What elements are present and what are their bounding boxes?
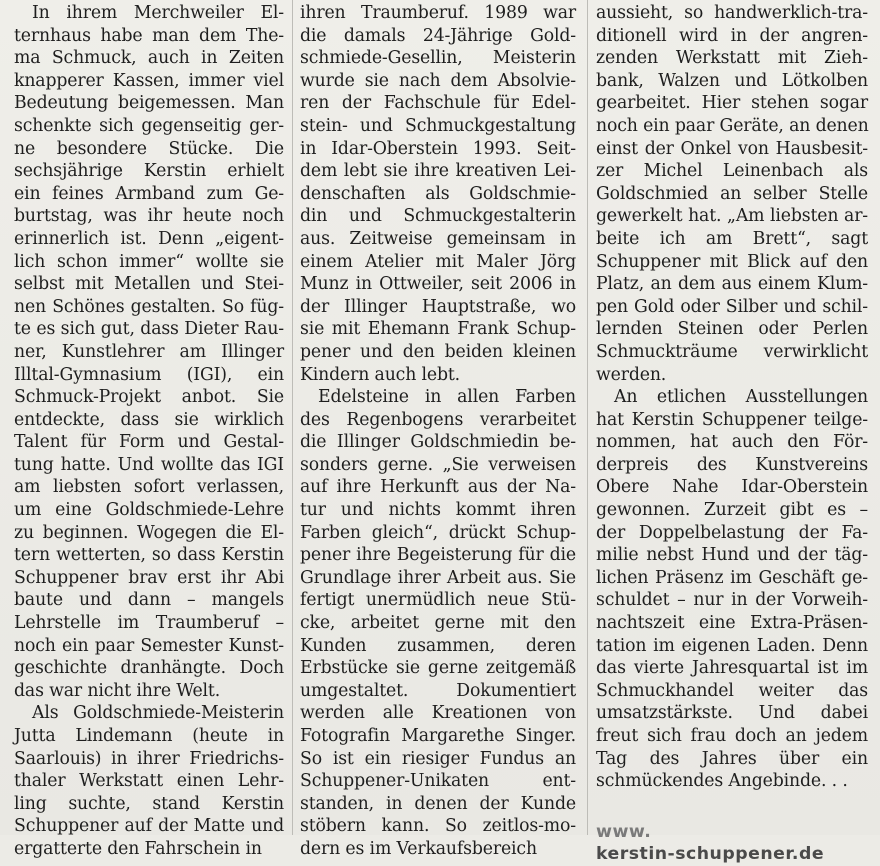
text-line: Kindern auch lebt. <box>300 364 461 385</box>
text-line: selbst mit Metallen und Stei- <box>14 274 284 295</box>
article-column-1 <box>14 2 284 861</box>
text-line: die damals 24-Jährige Gold- <box>300 25 576 46</box>
text-line: gewonnen. Zurzeit gibt es – <box>596 500 868 521</box>
text-line: sonders gerne. „Sie verweisen <box>300 454 576 475</box>
text-line: thaler Werkstatt einen Lehr- <box>14 771 284 792</box>
text-line: tation im eigenen Laden. Denn <box>596 635 868 656</box>
text-line: knapperer Kassen, immer viel <box>14 70 284 91</box>
text-line: erinnerlich ist. Denn „eigent- <box>14 228 284 249</box>
text-line: lernden Steinen oder Perlen <box>596 319 868 340</box>
text-line: Als Goldschmiede-Meisterin <box>32 703 284 724</box>
text-line: zer Michel Leinenbach als <box>596 161 868 182</box>
text-line: wurde sie nach dem Absolvie- <box>300 70 576 91</box>
text-line: Platz, an dem aus einem Klum- <box>596 274 868 295</box>
text-line: ling suchte, stand Kerstin <box>14 793 284 814</box>
text-line: Obere Nahe Idar-Oberstein <box>596 477 868 498</box>
text-line: Tag des Jahres über ein <box>596 748 868 769</box>
text-line: Fotografin Margarethe Singer. <box>300 726 576 746</box>
text-line: Jutta Lindemann (heute in <box>14 726 284 746</box>
text-line: Bedeutung beigemessen. Man <box>14 93 284 114</box>
text-line: schuldet – nur in der Vorweih- <box>596 590 868 611</box>
text-line: Illtal-Gymnasium (IGI), ein <box>14 364 284 385</box>
text-line: Grundlage ihrer Arbeit aus. Sie <box>300 567 576 588</box>
text-line: Schuppener-Unikaten ent- <box>300 771 576 792</box>
text-line: stöbern kann. So zeitlos-mo- <box>300 816 576 837</box>
text-line: pener und den beiden kleinen <box>300 341 576 362</box>
text-line: einst der Onkel von Hausbesit- <box>596 138 868 159</box>
text-line: Goldschmied an selber Stelle <box>596 183 868 204</box>
text-line: ma Schmuck, auch in Zeiten <box>14 48 284 69</box>
text-line: umsatzstärkste. Und dabei <box>596 703 868 724</box>
text-line: ternhaus habe man dem The- <box>14 25 284 46</box>
text-line: in Idar-Oberstein 1993. Seit- <box>300 138 576 159</box>
text-line: der Illinger Hauptstraße, wo <box>300 296 576 317</box>
text-line: bank, Walzen und Lötkolben <box>596 70 868 91</box>
text-line: Schmuckträume verwirklicht <box>596 341 868 362</box>
text-line: Lehrstelle im Traumberuf – <box>14 613 284 634</box>
text-line: ren der Fachschule für Edel- <box>300 93 576 114</box>
text-line: des Regenbogens verarbeitet <box>300 409 576 430</box>
text-line: auf ihre Herkunft aus der Na- <box>300 477 576 498</box>
article-column-2 <box>300 2 576 861</box>
text-line: ditionell wird in der angren- <box>596 25 868 46</box>
text-line: standen, in denen der Kunde <box>300 793 576 814</box>
text-line: geschichte dranhängte. Doch <box>14 658 284 679</box>
text-line: fertigt unermüdlich neue Stü- <box>300 590 576 611</box>
article-column-3 <box>596 2 868 866</box>
text-line: denschaften als Goldschmie- <box>300 183 576 204</box>
text-line: burtstag, was ihr heute noch <box>14 206 284 227</box>
text-line: Kunden zusammen, deren <box>300 635 576 656</box>
text-line: Edelsteine in allen Farben <box>318 387 576 408</box>
website-link[interactable]: kerstin-schuppener.de <box>596 844 825 865</box>
text-line: Farben gleich“, drückt Schup- <box>300 522 576 543</box>
text-line: tern wetterten, so dass Kerstin <box>14 545 284 566</box>
text-line: aus. Zeitweise gemeinsam in <box>300 228 576 249</box>
text-line: hat Kerstin Schuppener teilge- <box>596 409 868 430</box>
text-line: ihren Traumberuf. 1989 war <box>300 3 576 23</box>
text-line: Munz in Ottweiler, seit 2006 in <box>300 274 576 295</box>
text-line: tur und nichts kommt ihren <box>300 500 576 521</box>
text-line: Schuppener mit Blick auf den <box>596 251 868 272</box>
text-line: noch ein paar Semester Kunst- <box>14 635 284 656</box>
text-line: sie mit Ehemann Frank Schup- <box>300 319 576 340</box>
text-line: noch ein paar Geräte, an denen <box>596 115 869 136</box>
text-line: Schuppener auf der Matte und <box>14 816 284 837</box>
text-line: milie nebst Hund und der täg- <box>596 545 868 566</box>
column-divider <box>587 0 588 835</box>
text-line: So ist ein riesiger Fundus an <box>300 748 576 769</box>
text-line: An etlichen Ausstellungen <box>614 387 868 408</box>
text-line: werden. <box>596 364 667 385</box>
text-line: Erbstücke sie gerne zeitgemäß <box>300 658 576 679</box>
text-line: In ihrem Merchweiler El- <box>32 3 284 23</box>
text-line: din und Schmuckgestalterin <box>300 206 576 227</box>
text-line: zenden Werkstatt mit Zieh- <box>596 48 868 69</box>
text-line: beite ich am Brett“, sagt <box>596 228 868 249</box>
text-line: stein- und Schmuckgestaltung <box>300 115 576 136</box>
text-line: gewerkelt hat. „Am liebsten ar- <box>596 206 868 227</box>
text-line: der Doppelbelastung der Fa- <box>596 522 868 543</box>
text-line: umgestaltet. Dokumentiert <box>300 680 576 701</box>
text-line: schmiede-Gesellin, Meisterin <box>300 48 576 69</box>
text-line: tung hatte. Und wollte das IGI <box>14 454 284 475</box>
text-line: das war nicht ihre Welt. <box>14 680 221 701</box>
text-line: Saarlouis) in ihrer Friedrichs- <box>14 748 284 769</box>
text-line: gearbeitet. Hier stehen sogar <box>596 93 868 114</box>
text-line: derpreis des Kunstvereins <box>596 454 868 475</box>
text-line: entdeckte, dass sie wirklich <box>14 409 284 430</box>
text-line: Schmuckhandel weiter das <box>596 680 868 701</box>
text-line: dem lebt sie ihre kreativen Lei- <box>300 161 576 182</box>
text-line: zu beginnen. Wogegen die El- <box>14 522 284 543</box>
text-line: ne besondere Stücke. Die <box>14 138 284 159</box>
text-line: schenkte sich gegenseitig ger- <box>14 115 284 136</box>
text-line: werden alle Kreationen von <box>300 703 576 724</box>
text-line: nen Schönes gestalten. So füg- <box>14 296 284 317</box>
text-line: ein feines Armband zum Ge- <box>14 183 284 204</box>
text-line: um eine Goldschmiede-Lehre <box>14 500 284 521</box>
text-line: Talent für Form und Gestal- <box>14 432 284 453</box>
text-line: freut sich frau doch an jedem <box>596 726 868 746</box>
text-line: aussieht, so handwerklich-tra- <box>596 3 868 23</box>
text-line: te es sich gut, dass Dieter Rau- <box>14 319 284 340</box>
column-divider <box>292 0 293 835</box>
text-line: sechsjährige Kerstin erhielt <box>14 161 284 182</box>
text-line: pener ihre Begeisterung für die <box>300 545 576 566</box>
text-line: nachtszeit eine Extra-Präsen- <box>596 613 868 634</box>
website-prefix: www. <box>596 821 652 842</box>
text-line: ner, Kunstlehrer am Illinger <box>14 341 284 362</box>
text-line: einem Atelier mit Maler Jörg <box>300 251 576 272</box>
text-line: cke, arbeitet gerne mit den <box>300 613 576 634</box>
text-line: ergatterte den Fahrschein in <box>14 838 262 859</box>
text-line: am liebsten sofort verlassen, <box>14 477 284 498</box>
text-line: lichen Präsenz im Geschäft ge- <box>596 567 868 588</box>
text-line: pen Gold oder Silber und schil- <box>596 296 868 317</box>
text-line: lich schon immer“ wollte sie <box>14 251 284 272</box>
text-line: nommen, hat auch den För- <box>596 432 868 453</box>
text-line: schmückendes Angebinde. . . <box>596 771 848 792</box>
text-line: Schuppener brav erst ihr Abi <box>14 567 284 588</box>
text-line: das vierte Jahresquartal ist im <box>596 658 868 679</box>
text-line: dern es im Verkaufsbereich <box>300 838 537 859</box>
text-line: baute und dann – mangels <box>14 590 284 611</box>
text-line: Schmuck-Projekt anbot. Sie <box>14 387 284 408</box>
text-line: die Illinger Goldschmiedin be- <box>300 432 576 453</box>
